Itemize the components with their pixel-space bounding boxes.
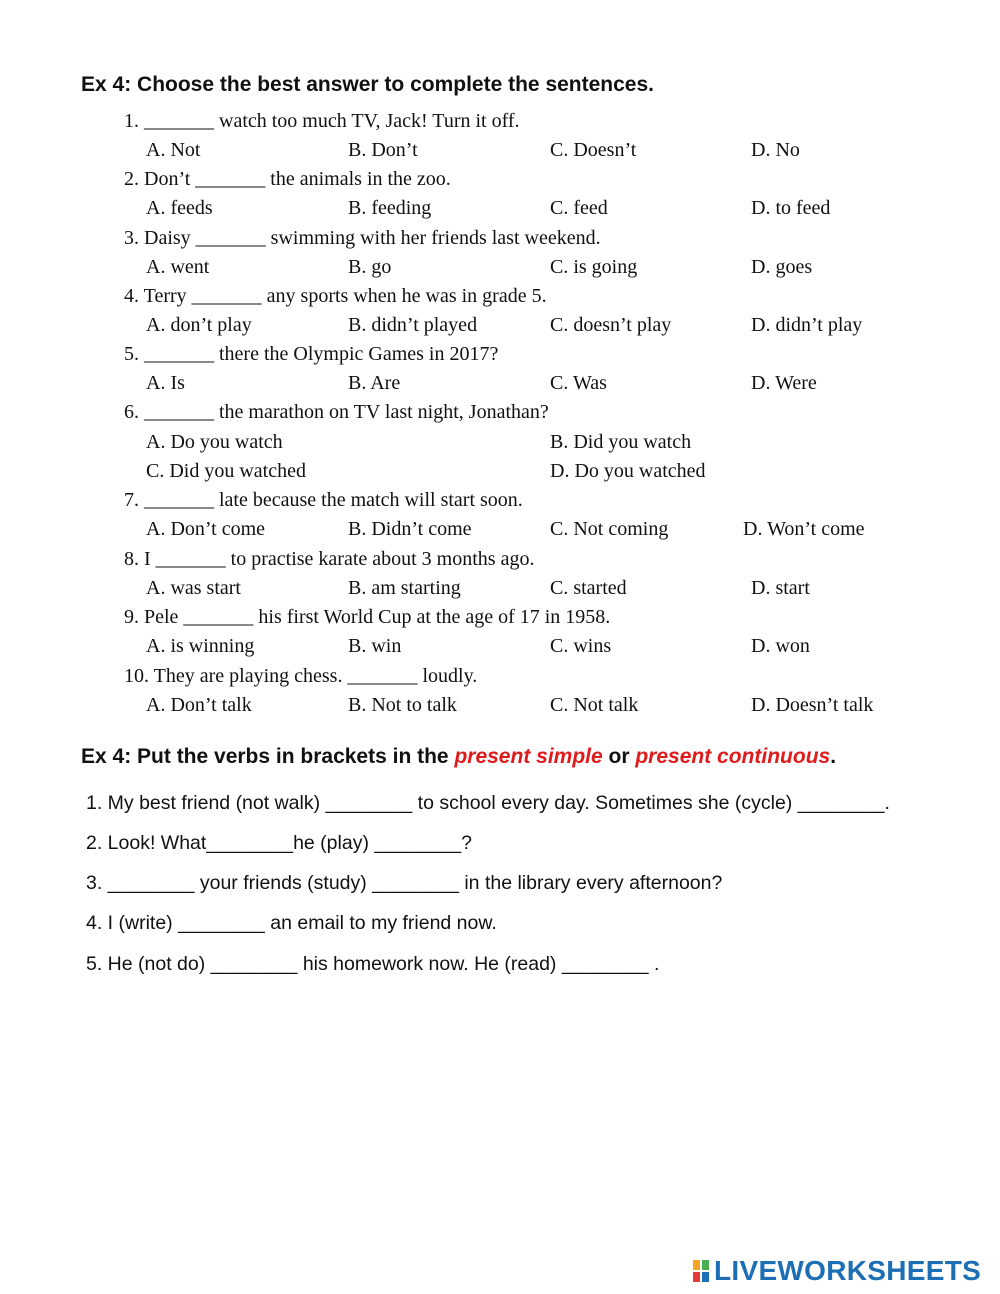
exercise-1-title: Ex 4: Choose the best answer to complete the sentences. xyxy=(81,73,654,96)
option-3b[interactable]: B. go xyxy=(348,256,392,278)
option-7b[interactable]: B. Didn’t come xyxy=(348,518,472,540)
option-3c[interactable]: C. is going xyxy=(550,256,638,278)
option-7a[interactable]: A. Don’t come xyxy=(146,518,266,540)
liveworksheets-logo xyxy=(692,1256,981,1286)
sentence-5: 5. He (not do) ________ his homework now. He (read) ________ . xyxy=(86,953,660,975)
question-8: 8. I _______ to practise karate about 3 months ago. xyxy=(124,548,535,570)
option-3d[interactable]: D. goes xyxy=(751,256,813,278)
tense-present-continuous: present continuous xyxy=(635,745,831,768)
option-9b[interactable]: B. win xyxy=(348,635,402,657)
tense-present-simple: present simple xyxy=(454,745,603,768)
option-10c[interactable]: C. Not talk xyxy=(550,694,639,716)
option-4b[interactable]: B. didn’t played xyxy=(348,314,478,336)
question-6: 6. _______ the marathon on TV last night, Jonathan? xyxy=(124,401,549,423)
question-3: 3. Daisy _______ swimming with her friends last weekend. xyxy=(124,227,601,249)
exercise-2-title xyxy=(81,745,836,769)
logo-square-3 xyxy=(692,1271,701,1283)
question-1: 1. _______ watch too much TV, Jack! Turn it off. xyxy=(124,110,520,132)
option-9c[interactable]: C. wins xyxy=(550,635,612,657)
logo-text: LIVEWORKSHEETS xyxy=(714,1255,982,1286)
title-prefix: Ex 4: Put the verbs in brackets in the xyxy=(81,745,455,768)
title-or: or xyxy=(602,745,636,768)
option-4c[interactable]: C. doesn’t play xyxy=(550,314,672,336)
option-6d[interactable]: D. Do you watched xyxy=(550,460,706,482)
option-5b[interactable]: B. Are xyxy=(348,372,401,394)
sentence-3: 3. ________ your friends (study) ________ in the library every afternoon? xyxy=(86,872,723,894)
option-7d[interactable]: D. Won’t come xyxy=(743,518,865,540)
question-4: 4. Terry _______ any sports when he was in grade 5. xyxy=(124,285,547,307)
sentence-2: 2. Look! What________he (play) ________? xyxy=(86,832,472,854)
logo-icon xyxy=(692,1259,710,1283)
question-5: 5. _______ there the Olympic Games in 2017? xyxy=(124,343,499,365)
option-1a[interactable]: A. Not xyxy=(146,139,201,161)
option-6c[interactable]: C. Did you watched xyxy=(146,460,306,482)
option-7c[interactable]: C. Not coming xyxy=(550,518,669,540)
sentence-1: 1. My best friend (not walk) ________ to school every day. Sometimes she (cycle) ________. xyxy=(86,792,890,814)
option-8d[interactable]: D. start xyxy=(751,577,810,599)
question-2: 2. Don’t _______ the animals in the zoo. xyxy=(124,168,451,190)
option-8c[interactable]: C. started xyxy=(550,577,627,599)
logo-square-2 xyxy=(701,1259,710,1271)
option-8b[interactable]: B. am starting xyxy=(348,577,461,599)
option-1d[interactable]: D. No xyxy=(751,139,800,161)
title-period: . xyxy=(830,745,837,768)
option-1b[interactable]: B. Don’t xyxy=(348,139,418,161)
option-4d[interactable]: D. didn’t play xyxy=(751,314,863,336)
option-1c[interactable]: C. Doesn’t xyxy=(550,139,637,161)
option-3a[interactable]: A. went xyxy=(146,256,210,278)
question-7: 7. _______ late because the match will start soon. xyxy=(124,489,523,511)
option-5c[interactable]: C. Was xyxy=(550,372,607,394)
option-10d[interactable]: D. Doesn’t talk xyxy=(751,694,874,716)
option-4a[interactable]: A. don’t play xyxy=(146,314,252,336)
option-2a[interactable]: A. feeds xyxy=(146,197,213,219)
option-5d[interactable]: D. Were xyxy=(751,372,817,394)
option-6b[interactable]: B. Did you watch xyxy=(550,431,692,453)
logo-square-4 xyxy=(701,1271,710,1283)
option-5a[interactable]: A. Is xyxy=(146,372,185,394)
option-9d[interactable]: D. won xyxy=(751,635,810,657)
question-10: 10. They are playing chess. _______ loudly. xyxy=(124,665,478,687)
sentence-4: 4. I (write) ________ an email to my friend now. xyxy=(86,912,497,934)
option-2c[interactable]: C. feed xyxy=(550,197,608,219)
option-8a[interactable]: A. was start xyxy=(146,577,241,599)
option-10b[interactable]: B. Not to talk xyxy=(348,694,457,716)
option-9a[interactable]: A. is winning xyxy=(146,635,255,657)
option-10a[interactable]: A. Don’t talk xyxy=(146,694,252,716)
option-2b[interactable]: B. feeding xyxy=(348,197,432,219)
question-9: 9. Pele _______ his first World Cup at the age of 17 in 1958. xyxy=(124,606,611,628)
logo-square-1 xyxy=(692,1259,701,1271)
option-2d[interactable]: D. to feed xyxy=(751,197,831,219)
option-6a[interactable]: A. Do you watch xyxy=(146,431,283,453)
